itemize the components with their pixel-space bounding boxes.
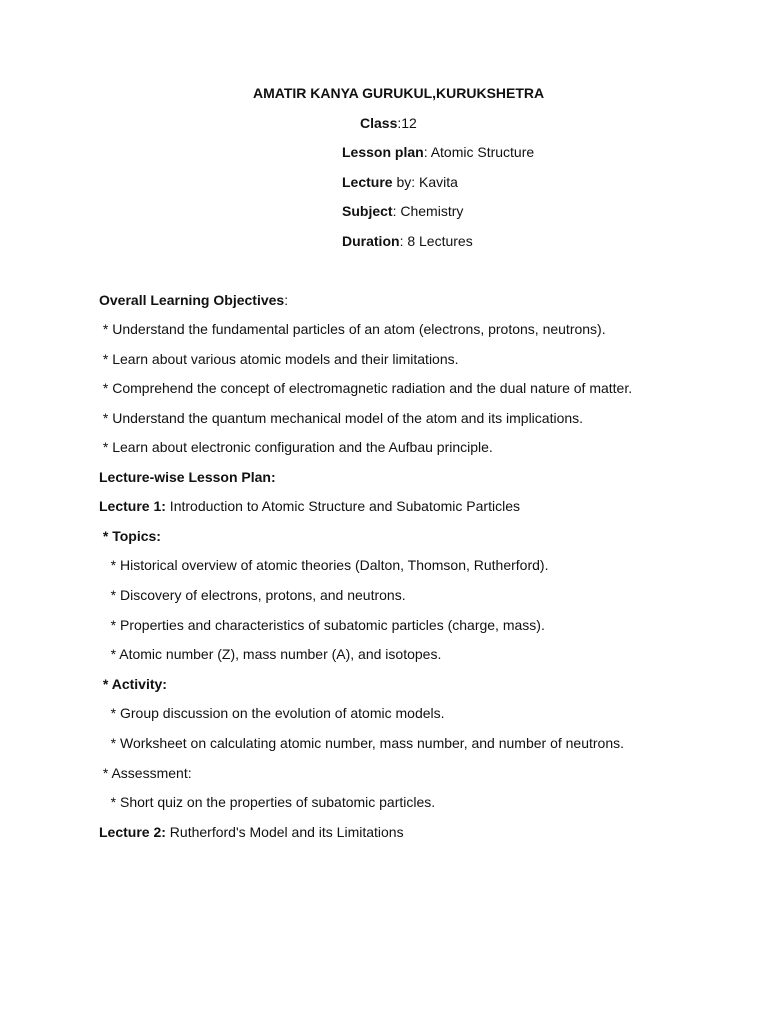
objective-item: * Understand the fundamental particles of an atom (electrons, protons, neutrons). <box>99 321 606 337</box>
lecture-value: by: Kavita <box>392 174 458 190</box>
class-label: Class <box>360 115 398 131</box>
lecture-2-title: Rutherford's Model and its Limitations <box>165 824 404 840</box>
objective-item: * Learn about various atomic models and their limitations. <box>99 351 459 367</box>
topics-label: * Topics: <box>99 528 161 544</box>
lecture-by-line <box>342 173 458 191</box>
topic-item: * Historical overview of atomic theories (Dalton, Thomson, Rutherford). <box>99 557 549 573</box>
topic-item: * Atomic number (Z), mass number (A), and isotopes. <box>99 646 442 662</box>
duration-value: : 8 Lectures <box>399 233 473 249</box>
lecture-label: Lecture <box>342 174 393 190</box>
subject-label: Subject <box>342 203 393 219</box>
class-value: :12 <box>397 115 417 131</box>
lecture-1-title: Introduction to Atomic Structure and Subatomic Particles <box>165 498 520 514</box>
lecture-1-label: Lecture 1: <box>99 498 166 514</box>
class-line <box>360 114 417 132</box>
topic-item: * Properties and characteristics of subatomic particles (charge, mass). <box>99 617 545 633</box>
objective-item: * Understand the quantum mechanical model of the atom and its implications. <box>99 410 584 426</box>
activity-item: * Group discussion on the evolution of atomic models. <box>99 705 445 721</box>
lecture-1-heading <box>99 497 520 515</box>
school-title: AMATIR KANYA GURUKUL,KURUKSHETRA <box>253 85 545 101</box>
objective-item: * Learn about electronic configuration and the Aufbau principle. <box>99 439 493 455</box>
topic-item: * Discovery of electrons, protons, and neutrons. <box>99 587 406 603</box>
objectives-heading: Overall Learning Objectives: <box>99 292 289 308</box>
activity-label: * Activity: <box>99 676 167 692</box>
lesson-plan-value: : Atomic Structure <box>423 144 535 160</box>
lesson-plan-label: Lesson plan <box>342 144 424 160</box>
lecture-2-heading <box>99 823 404 841</box>
lecture-2-label: Lecture 2: <box>99 824 166 840</box>
lesson-plan-heading: Lecture-wise Lesson Plan: <box>99 469 276 485</box>
assessment-label: * Assessment: <box>99 765 192 781</box>
assessment-item: * Short quiz on the properties of subatomic particles. <box>99 794 436 810</box>
objective-item: * Comprehend the concept of electromagnetic radiation and the dual nature of matter. <box>99 380 633 396</box>
subject-value: : Chemistry <box>392 203 464 219</box>
duration-line <box>342 232 473 250</box>
lesson-plan-line <box>342 143 534 161</box>
duration-label: Duration <box>342 233 400 249</box>
subject-line <box>342 202 463 220</box>
activity-item: * Worksheet on calculating atomic number, mass number, and number of neutrons. <box>99 735 625 751</box>
